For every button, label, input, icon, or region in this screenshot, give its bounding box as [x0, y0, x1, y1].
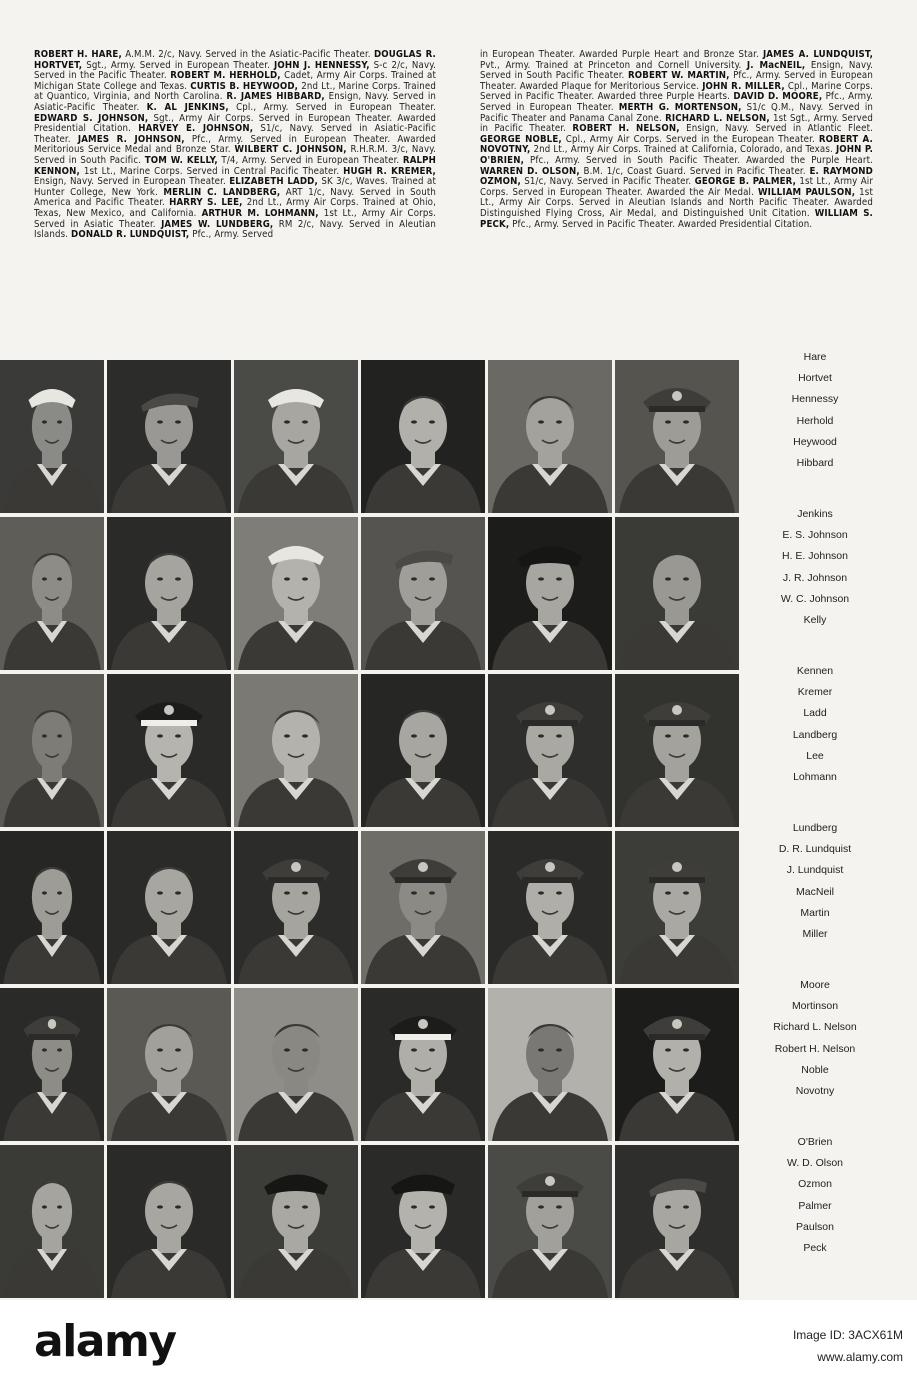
portrait-caption: Kennen [796, 665, 834, 677]
bio-name: ROBERT M. HERHOLD, [170, 70, 281, 82]
bio-text: ART 1/c, Navy. Served in South America and Pacific Theater. [34, 186, 437, 209]
portrait-photo [488, 1145, 612, 1298]
portrait-caption: Lohmann [793, 770, 837, 783]
bio-text: A.M.M. 2/c, Navy. Served in the Asiatic-Pacific Theater. [121, 49, 374, 60]
portrait-image [107, 1145, 231, 1298]
bio-name: ROBERT H. NELSON, [572, 123, 680, 135]
bio-text: B.M. 1/c, Coast Guard. Served in Pacific Theater. [579, 165, 810, 177]
bio-name: R. JAMES HIBBARD, [226, 91, 325, 103]
portrait-caption: Landberg [792, 728, 838, 741]
portrait-caption: Kelly [803, 613, 827, 626]
portrait-caption: Novotny [795, 1084, 835, 1097]
portrait-photo [361, 674, 485, 827]
portrait-photo [0, 988, 104, 1141]
portrait-photo [615, 988, 739, 1141]
portrait-photo [107, 360, 231, 513]
portrait-caption: Lundberg [792, 822, 838, 834]
bio-text: Ensign, Navy. Served in Atlantic Fleet. [679, 123, 874, 135]
portrait-image [0, 831, 104, 984]
portrait-grid [0, 360, 728, 1300]
portrait-image [234, 831, 358, 984]
portrait-image [361, 674, 485, 827]
bio-text: RM 2/c, Navy. Served in Aleutian Islands. [34, 218, 436, 241]
bio-name: WILLIAM PAULSON, [758, 186, 856, 198]
portrait-photo [234, 360, 358, 513]
bio-text: 2nd Lt., Army Air Corps. Trained at California, Colorado, and Texas. [530, 144, 836, 156]
bio-name: ARTHUR M. LOHMANN, [201, 207, 319, 219]
portrait-photo [107, 674, 231, 827]
portrait-caption: Hare [803, 351, 827, 363]
bio-text: S1/c, Navy. Served in Pacific Theater. [520, 176, 695, 188]
portrait-image [234, 674, 358, 827]
bio-name: J. MacNEIL, [746, 59, 806, 71]
portrait-photo [234, 517, 358, 670]
portrait-caption: Noble [801, 1063, 829, 1076]
portrait-photo [488, 360, 612, 513]
portrait-image [107, 517, 231, 670]
portrait-photo [488, 988, 612, 1141]
portrait-caption: J. Lundquist [786, 864, 844, 877]
bio-name: TOM W. KELLY, [144, 154, 218, 166]
portrait-photo [488, 517, 612, 670]
image-id-label: Image ID: 3ACX61M [792, 1328, 903, 1342]
bio-text: Ensign, Navy. Served in European Theater. [34, 176, 230, 188]
bio-text: S-c 2/c, Navy. Served in the Pacific Theater. [34, 59, 437, 82]
bio-name: CURTIS B. HEYWOOD, [190, 80, 299, 92]
portrait-caption: Martin [800, 906, 830, 919]
bio-name: DOUGLAS R. HORTVET, [34, 49, 436, 71]
portrait-image [488, 988, 612, 1141]
bio-name: EDWARD S. JOHNSON, [34, 112, 149, 124]
portrait-image [234, 360, 358, 513]
bio-name: HARVEY E. JOHNSON, [138, 123, 254, 135]
portrait-caption: Heywood [793, 435, 837, 448]
portrait-photo [234, 1145, 358, 1298]
portrait-image [488, 674, 612, 827]
portrait-image [488, 360, 612, 513]
bio-text: in European Theater. Awarded Purple Heart and Bronze Star. [480, 49, 763, 60]
portrait-image [234, 1145, 358, 1298]
bio-text: Pfc., Army. Served in European Theater. [480, 91, 874, 113]
portrait-image [0, 517, 104, 670]
portrait-photo [361, 988, 485, 1141]
bio-text: Pfc., Army. Served in European Theater. Awarded Meritorious Service Medal and Bronze Star. [34, 133, 436, 156]
bio-text: 1st Lt., Army Air Corps. Served in European Theater. Awarded the Air Medal. [480, 176, 874, 198]
portrait-photo [234, 831, 358, 984]
bio-text: Sgt., Army Air Corps. Served in European Theater. Awarded Presidential Citation. [34, 112, 436, 135]
name-group [740, 1129, 890, 1286]
bio-text: Cpl., Army Air Corps. Served in the European Theater. [561, 133, 819, 145]
bio-text: Cpl., Marine Corps. Served in Pacific Theater. Awarded three Purple Hearts. [480, 80, 874, 103]
portrait-image [361, 360, 485, 513]
portrait-photo [107, 517, 231, 670]
portrait-image [0, 988, 104, 1141]
bio-name: JAMES W. LUNDBERG, [161, 218, 274, 230]
portrait-caption: Hibbard [796, 456, 834, 469]
portrait-caption: Miller [802, 927, 828, 940]
portrait-photo [488, 674, 612, 827]
portrait-names-column [740, 344, 890, 1286]
portrait-photo [361, 360, 485, 513]
bio-name: ROBERT H. HARE, [34, 49, 122, 60]
biography-column-left [34, 50, 436, 241]
portrait-image [361, 988, 485, 1141]
bio-name: DONALD R. LUNDQUIST, [71, 229, 190, 241]
bio-name: JOHN P. O'BRIEN, [480, 144, 873, 166]
bio-text: Pfc., Army. Served in European Theater. Awarded Plaque for Meritorious Service. [480, 70, 873, 92]
bio-text: R.H.R.M. 3/c, Navy. Served in South Pacific. [34, 144, 437, 166]
bio-text: 1st Sgt., Army. Served in Pacific Theater. [480, 112, 873, 135]
bio-name: JAMES R. JOHNSON, [77, 133, 185, 145]
bio-text: T/4, Army. Served in European Theater. [217, 154, 403, 166]
portrait-photo [234, 988, 358, 1141]
portrait-caption: Peck [803, 1241, 827, 1254]
bio-text: Pvt., Army. Trained at Princeton and Cornell University. [480, 59, 747, 71]
portrait-image [107, 831, 231, 984]
portrait-caption: Richard L. Nelson [773, 1021, 857, 1034]
portrait-caption: Ozmon [798, 1178, 832, 1191]
portrait-image [488, 517, 612, 670]
bio-name: JOHN J. HENNESSY, [273, 59, 370, 71]
bio-text: Ensign, Navy. Served in South Pacific Theater. [480, 59, 874, 82]
portrait-image [0, 1145, 104, 1298]
portrait-image [615, 988, 739, 1141]
bio-text: 1st Lt., Army Air Corps. Served in Aleutian Islands and North Pacific Theater. Awarded Distinguished Flying Cross, Air Medal, and Distinguished Unit Citation. [480, 186, 873, 219]
bio-name: HUGH R. KREMER, [343, 165, 436, 177]
portrait-image [107, 674, 231, 827]
bio-text: Ensign, Navy. Served in Asiatic-Pacific Theater. [34, 91, 436, 113]
portrait-photo [615, 517, 739, 670]
portrait-caption: D. R. Lundquist [778, 843, 852, 856]
bio-text: S1/c, Navy. Served in Asiatic-Pacific Theater. [34, 123, 436, 145]
portrait-photo [0, 360, 104, 513]
portrait-image [107, 360, 231, 513]
watermark-url: www.alamy.com [817, 1350, 903, 1364]
bio-text: Cpl., Army. Served in European Theater. [228, 101, 437, 113]
portrait-caption: Herhold [796, 414, 834, 427]
portrait-caption: W. D. Olson [786, 1157, 843, 1170]
portrait-image [615, 831, 739, 984]
biography-column-right [480, 50, 873, 230]
portrait-image [107, 988, 231, 1141]
alamy-logo: alamy [34, 1316, 176, 1367]
portrait-photo [361, 1145, 485, 1298]
bio-name: RALPH KENNON, [34, 154, 437, 177]
bio-text: S1/c Q.M., Navy. Served in Pacific Theater and Panama Canal Zone. [480, 101, 873, 124]
portrait-caption: Jenkins [797, 508, 833, 520]
portrait-caption: W. C. Johnson [780, 592, 850, 605]
portrait-caption: Paulson [796, 1220, 834, 1233]
bio-text: 1st Lt., Army Air Corps. Served in Asiatic Theater. [34, 207, 436, 230]
portrait-photo [107, 831, 231, 984]
bio-name: WILBERT C. JOHNSON, [234, 144, 347, 156]
bio-name: GEORGE NOBLE, [480, 133, 562, 145]
portrait-image [0, 360, 104, 513]
bio-name: E. RAYMOND OZMON, [480, 165, 873, 188]
name-group [740, 344, 890, 501]
name-group [740, 658, 890, 815]
portrait-photo [0, 1145, 104, 1298]
portrait-image [234, 517, 358, 670]
bio-name: ROBERT A. NOVOTNY, [480, 133, 873, 156]
portrait-photo [488, 831, 612, 984]
portrait-image [0, 674, 104, 827]
portrait-caption: MacNeil [796, 885, 834, 898]
bio-text: Pfc., Army. Served in South Pacific Theater. Awarded the Purple Heart. [524, 154, 873, 166]
bio-text: 2nd Lt., Marine Corps. Trained at Quantico, Virginia, and North Carolina. [34, 80, 436, 103]
portrait-image [615, 1145, 739, 1298]
bio-name: RICHARD L. NELSON, [665, 112, 770, 124]
portrait-image [361, 831, 485, 984]
portrait-photo [234, 674, 358, 827]
portrait-image [361, 517, 485, 670]
bio-name: DAVID D. MOORE, [733, 91, 823, 103]
portrait-caption: E. S. Johnson [782, 529, 848, 542]
portrait-caption: Moore [800, 979, 830, 991]
name-group [740, 972, 890, 1129]
portrait-caption: Kremer [797, 686, 833, 699]
portrait-photo [361, 831, 485, 984]
portrait-caption: Lee [806, 749, 824, 762]
name-group [740, 815, 890, 972]
bio-text: SK 3/c, Waves. Trained at Hunter College, New York. [34, 176, 436, 198]
portrait-photo [0, 517, 104, 670]
portrait-photo [107, 1145, 231, 1298]
bio-name: JAMES A. LUNDQUIST, [762, 49, 874, 60]
bio-text: 2nd Lt., Army Air Corps. Trained at Ohio, Texas, New Mexico, and California. [34, 197, 437, 219]
portrait-photo [0, 831, 104, 984]
portrait-photo [0, 674, 104, 827]
bio-name: HARRY S. LEE, [169, 197, 243, 209]
watermark-strip [0, 1300, 917, 1390]
portrait-caption: Robert H. Nelson [774, 1042, 856, 1055]
portrait-image [615, 517, 739, 670]
portrait-photo [107, 988, 231, 1141]
bio-name: K. AL JENKINS, [146, 101, 229, 113]
portrait-caption: Hortvet [798, 372, 832, 385]
bio-name: WILLIAM S. PECK, [480, 207, 873, 230]
portrait-photo [615, 674, 739, 827]
portrait-photo [361, 517, 485, 670]
bio-text: Sgt., Army. Served in European Theater. [82, 59, 274, 71]
portrait-photo [615, 360, 739, 513]
name-group [740, 501, 890, 658]
bio-name: MERLIN C. LANDBERG, [163, 186, 281, 198]
portrait-image [234, 988, 358, 1141]
portrait-caption: Ladd [803, 707, 827, 720]
bio-text: Pfc., Army. Served in Pacific Theater. Awarded Presidential Citation. [509, 218, 813, 230]
bio-text: Pfc., Army. Served [189, 229, 274, 241]
bio-name: ELIZABETH LADD, [229, 176, 318, 188]
portrait-caption: Hennessy [791, 393, 839, 406]
portrait-image [488, 831, 612, 984]
bio-name: MERTH G. MORTENSON, [618, 101, 742, 113]
bio-name: GEORGE B. PALMER, [694, 176, 797, 188]
portrait-photo [615, 1145, 739, 1298]
portrait-image [615, 674, 739, 827]
bio-text: Cadet, Army Air Corps. Trained at Michigan State College and Texas. [34, 70, 436, 92]
portrait-caption: H. E. Johnson [782, 550, 848, 563]
portrait-photo [615, 831, 739, 984]
portrait-image [361, 1145, 485, 1298]
portrait-caption: J. R. Johnson [782, 571, 848, 584]
bio-name: WARREN D. OLSON, [480, 165, 580, 177]
bio-text: 1st Lt., Marine Corps. Served in Central Pacific Theater. [79, 165, 344, 177]
portrait-caption: O'Brien [797, 1136, 833, 1148]
portrait-image [615, 360, 739, 513]
portrait-caption: Palmer [798, 1199, 832, 1212]
portrait-image [488, 1145, 612, 1298]
bio-name: JOHN R. MILLER, [702, 80, 785, 92]
bio-name: ROBERT W. MARTIN, [627, 70, 730, 82]
portrait-caption: Mortinson [791, 1000, 839, 1013]
